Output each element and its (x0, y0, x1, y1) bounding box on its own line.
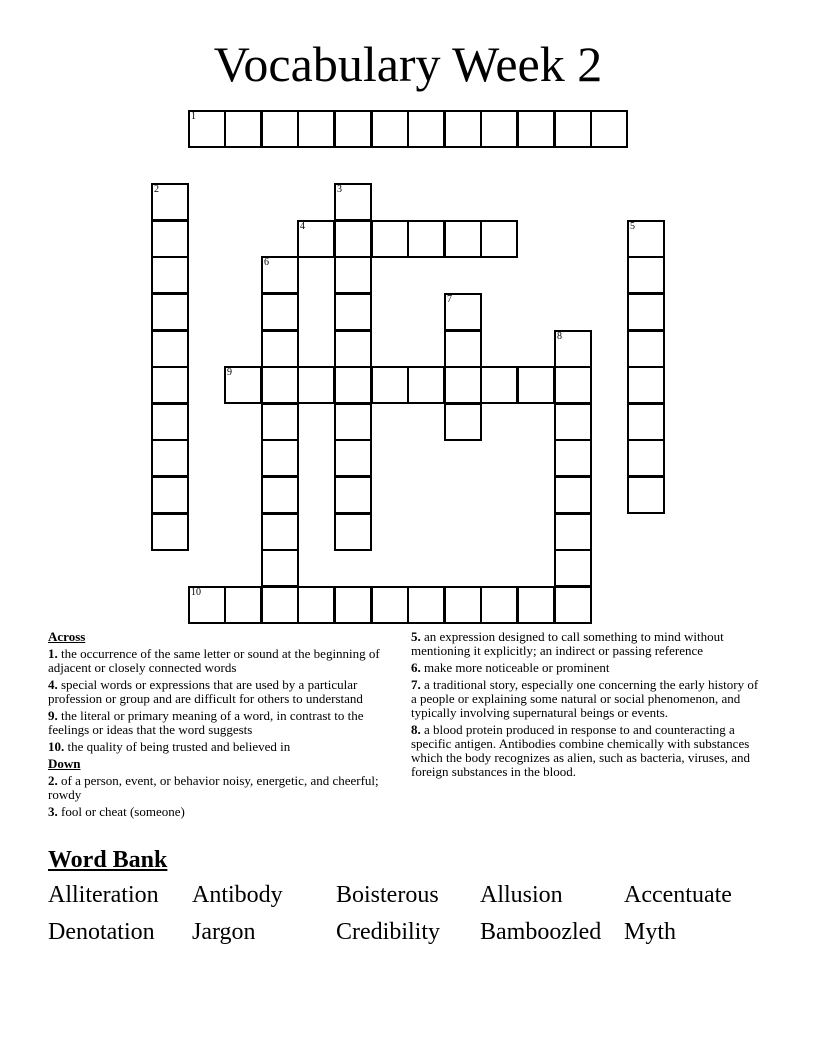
word-bank-item: Boisterous (336, 882, 439, 908)
crossword-cell[interactable] (554, 476, 592, 514)
down-heading: Down (48, 756, 81, 771)
crossword-cell[interactable] (627, 366, 665, 404)
crossword-cell[interactable] (151, 330, 189, 368)
crossword-cell[interactable] (334, 439, 372, 477)
crossword-cell[interactable] (297, 220, 335, 258)
crossword-cell[interactable] (554, 330, 592, 368)
crossword-cell[interactable] (224, 110, 262, 148)
crossword-cell[interactable] (151, 220, 189, 258)
crossword-cell[interactable] (261, 586, 299, 624)
crossword-cell[interactable] (334, 366, 372, 404)
crossword-cell[interactable] (517, 586, 555, 624)
crossword-cell[interactable] (151, 439, 189, 477)
crossword-cell[interactable] (151, 476, 189, 514)
crossword-cell[interactable] (151, 183, 189, 221)
crossword-cell[interactable] (297, 366, 335, 404)
crossword-cell[interactable] (151, 513, 189, 551)
crossword-cell[interactable] (627, 330, 665, 368)
clue-across-9: 9. the literal or primary meaning of a word, in contrast to the feelings or ideas that the word suggests (48, 708, 364, 737)
crossword-cell[interactable] (334, 183, 372, 221)
crossword-cell[interactable] (407, 220, 445, 258)
clue-across-4: 4. special words or expressions that are used by a particular profession or group and are difficult for others to understand (48, 677, 363, 706)
crossword-cell[interactable] (444, 220, 482, 258)
crossword-cell[interactable] (480, 220, 518, 258)
crossword-cell[interactable] (261, 439, 299, 477)
crossword-cell[interactable] (371, 366, 409, 404)
crossword-cell[interactable] (334, 256, 372, 294)
crossword-cell[interactable] (261, 256, 299, 294)
crossword-cell[interactable] (480, 110, 518, 148)
crossword-cell[interactable] (444, 330, 482, 368)
crossword-cell[interactable] (151, 403, 189, 441)
word-bank-title: Word Bank (48, 847, 168, 873)
word-bank-item: Alliteration (48, 882, 159, 908)
clue-down-2: 2. of a person, event, or behavior noisy, energetic, and cheerful; rowdy (48, 773, 379, 802)
clue-down-7: 7. a traditional story, especially one concerning the early history of a people or explaining some natural or social phenomenon, and typically involving supernatural beings or events. (411, 677, 759, 720)
cell-number: 10 (191, 587, 201, 598)
crossword-cell[interactable] (334, 220, 372, 258)
crossword-cell[interactable] (371, 220, 409, 258)
clue-down-6: 6. make more noticeable or prominent (411, 660, 610, 675)
crossword-cell[interactable] (261, 549, 299, 587)
clue-across-10: 10. the quality of being trusted and believed in (48, 739, 291, 754)
crossword-cell[interactable] (334, 586, 372, 624)
crossword-cell[interactable] (188, 586, 226, 624)
crossword-cell[interactable] (151, 256, 189, 294)
cell-number: 8 (557, 331, 562, 342)
crossword-cell[interactable] (151, 366, 189, 404)
cell-number: 1 (191, 111, 196, 122)
crossword-cell[interactable] (444, 293, 482, 331)
crossword-cell[interactable] (371, 586, 409, 624)
clue-down-3: 3. fool or cheat (someone) (48, 804, 185, 819)
crossword-cell[interactable] (334, 513, 372, 551)
word-bank-item: Antibody (192, 882, 283, 908)
word-bank-item: Denotation (48, 919, 155, 945)
crossword-cell[interactable] (627, 293, 665, 331)
word-bank-item: Myth (624, 919, 677, 945)
crossword-cell[interactable] (334, 293, 372, 331)
crossword-cell[interactable] (627, 220, 665, 258)
word-bank-item: Allusion (480, 882, 563, 908)
crossword-cell[interactable] (261, 330, 299, 368)
crossword-cell[interactable] (517, 110, 555, 148)
clue-down-8: 8. a blood protein produced in response to and counteracting a specific antigen. Antibodies combine chemically with substances which the body recognizes as alien, such as bacteria, viruses, and foreign substances in the blood. (411, 722, 750, 779)
crossword-cell[interactable] (554, 110, 592, 148)
crossword-cell[interactable] (554, 439, 592, 477)
crossword-cell[interactable] (261, 110, 299, 148)
crossword-cell[interactable] (627, 403, 665, 441)
crossword-cell[interactable] (407, 110, 445, 148)
cell-number: 4 (300, 221, 305, 232)
crossword-cell[interactable] (627, 256, 665, 294)
cell-number: 9 (227, 367, 232, 378)
crossword-cell[interactable] (261, 476, 299, 514)
crossword-cell[interactable] (261, 366, 299, 404)
crossword-cell[interactable] (517, 366, 555, 404)
crossword-cell[interactable] (554, 366, 592, 404)
crossword-cell[interactable] (444, 110, 482, 148)
crossword-cell[interactable] (554, 586, 592, 624)
crossword-cell[interactable] (444, 366, 482, 404)
crossword-cell[interactable] (371, 110, 409, 148)
clues-left-column (48, 630, 396, 822)
cell-number: 7 (447, 294, 452, 305)
crossword-cell[interactable] (297, 110, 335, 148)
crossword-cell[interactable] (188, 110, 226, 148)
crossword-cell[interactable] (224, 586, 262, 624)
clue-across-1: 1. the occurrence of the same letter or sound at the beginning of adjacent or closely connected words (48, 646, 380, 675)
word-bank-item: Credibility (336, 919, 440, 945)
crossword-cell[interactable] (444, 403, 482, 441)
word-bank-item: Bamboozled (480, 919, 602, 945)
crossword-cell[interactable] (407, 366, 445, 404)
crossword-cell[interactable] (297, 586, 335, 624)
cell-number: 6 (264, 257, 269, 268)
word-bank-item: Accentuate (624, 882, 732, 908)
crossword-cell[interactable] (590, 110, 628, 148)
crossword-cell[interactable] (334, 476, 372, 514)
crossword-cell[interactable] (407, 586, 445, 624)
clues-right-column (411, 630, 763, 782)
crossword-cell[interactable] (334, 110, 372, 148)
cell-number: 3 (337, 184, 342, 195)
clue-down-5: 5. an expression designed to call something to mind without mentioning it explicitly; an indirect or passing reference (411, 629, 724, 658)
cell-number: 5 (630, 221, 635, 232)
crossword-cell[interactable] (554, 513, 592, 551)
crossword-cell[interactable] (554, 403, 592, 441)
across-heading: Across (48, 629, 86, 644)
crossword-cell[interactable] (627, 439, 665, 477)
page-title: Vocabulary Week 2 (213, 36, 603, 92)
crossword-cell[interactable] (334, 330, 372, 368)
word-bank (48, 880, 788, 948)
crossword-cell[interactable] (554, 549, 592, 587)
crossword-cell[interactable] (480, 366, 518, 404)
crossword-cell[interactable] (261, 513, 299, 551)
cell-number: 2 (154, 184, 159, 195)
crossword-cell[interactable] (444, 586, 482, 624)
crossword-cell[interactable] (627, 476, 665, 514)
crossword-cell[interactable] (224, 366, 262, 404)
crossword-cell[interactable] (334, 403, 372, 441)
crossword-cell[interactable] (261, 403, 299, 441)
crossword-cell[interactable] (261, 293, 299, 331)
word-bank-item: Jargon (192, 919, 256, 945)
crossword-cell[interactable] (480, 586, 518, 624)
crossword-cell[interactable] (151, 293, 189, 331)
